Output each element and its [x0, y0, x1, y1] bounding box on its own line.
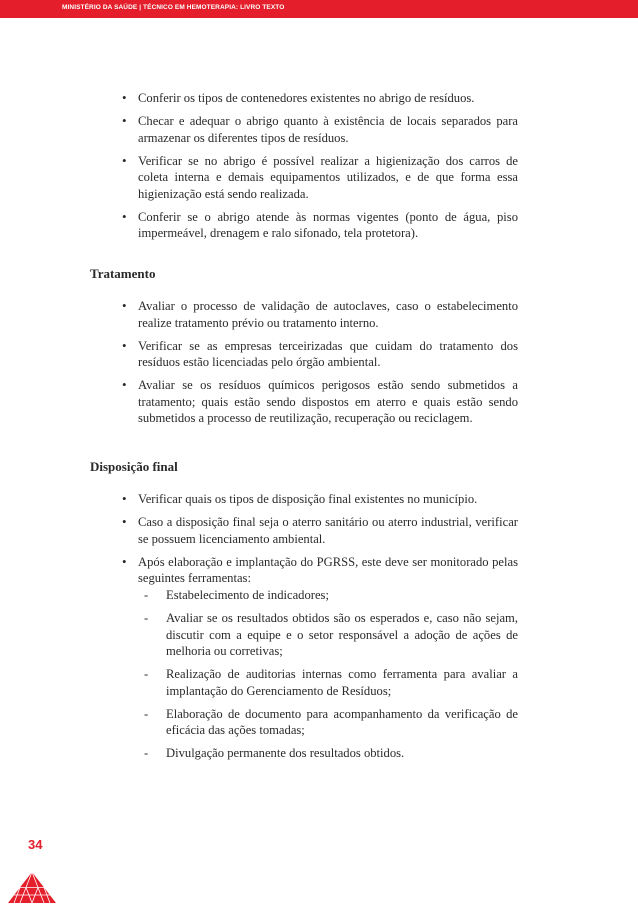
list-item: - Divulgação permanente dos resultados obtidos. — [140, 745, 518, 762]
header-bar — [0, 0, 638, 18]
list-item: - Estabelecimento de indicadores; — [140, 587, 518, 604]
running-title: MINISTÉRIO DA SAÚDE | TÉCNICO EM HEMOTERAPIA: LIVRO TEXTO — [62, 4, 285, 11]
monitoring-tools-block — [140, 587, 518, 768]
list-item: • Após elaboração e implantação do PGRSS, este deve ser monitorado pelas seguintes ferramentas: — [112, 554, 518, 587]
disposicao-list-block — [112, 491, 518, 593]
list-item: • Avaliar se os resíduos químicos perigosos estão sendo submetidos a tratamento; quais estão sendo dispostos em aterro e quais estão sendo submetidos a processo de reutilização, recuperação ou reciclagem. — [112, 377, 518, 427]
list-item: • Conferir se o abrigo atende às normas vigentes (ponto de água, piso impermeável, drenagem e ralo sifonado, tela protetora). — [112, 209, 518, 242]
list-item: • Verificar quais os tipos de disposição final existentes no município. — [112, 491, 518, 508]
list-item: • Checar e adequar o abrigo quanto à existência de locais separados para armazenar os diferentes tipos de resíduos. — [112, 113, 518, 146]
disposicao-list — [112, 491, 518, 587]
tratamento-list-block — [112, 298, 518, 433]
list-item: • Verificar se as empresas terceirizadas que cuidam do tratamento dos resíduos estão licenciadas pelo órgão ambiental. — [112, 338, 518, 371]
monitoring-tools-list — [140, 587, 518, 762]
tratamento-list — [112, 298, 518, 427]
section-heading-disposicao: Disposição final — [90, 459, 178, 474]
triangle-grid-logo-icon — [6, 870, 58, 908]
section-heading-tratamento: Tratamento — [90, 266, 156, 281]
list-item: • Avaliar o processo de validação de autoclaves, caso o estabelecimento realize tratamento prévio ou tratamento interno. — [112, 298, 518, 331]
list-item: - Realização de auditorias internas como ferramenta para avaliar a implantação do Gerenciamento de Resíduos; — [140, 666, 518, 699]
page-number: 34 — [28, 837, 43, 852]
intro-list — [112, 90, 518, 242]
list-item: • Caso a disposição final seja o aterro sanitário ou aterro industrial, verificar se possuem licenciamento ambiental. — [112, 514, 518, 547]
list-item: - Elaboração de documento para acompanhamento da verificação de eficácia das ações tomadas; — [140, 706, 518, 739]
list-item: • Conferir os tipos de contenedores existentes no abrigo de resíduos. — [112, 90, 518, 107]
intro-list-block — [112, 90, 518, 248]
list-item: - Avaliar se os resultados obtidos são os esperados e, caso não sejam, discutir com a equipe e o setor responsável a adoção de ações de melhoria ou corretivas; — [140, 610, 518, 660]
list-item: • Verificar se no abrigo é possível realizar a higienização dos carros de coleta interna e demais equipamentos utilizados, e de que forma essa higienização está sendo realizada. — [112, 153, 518, 203]
